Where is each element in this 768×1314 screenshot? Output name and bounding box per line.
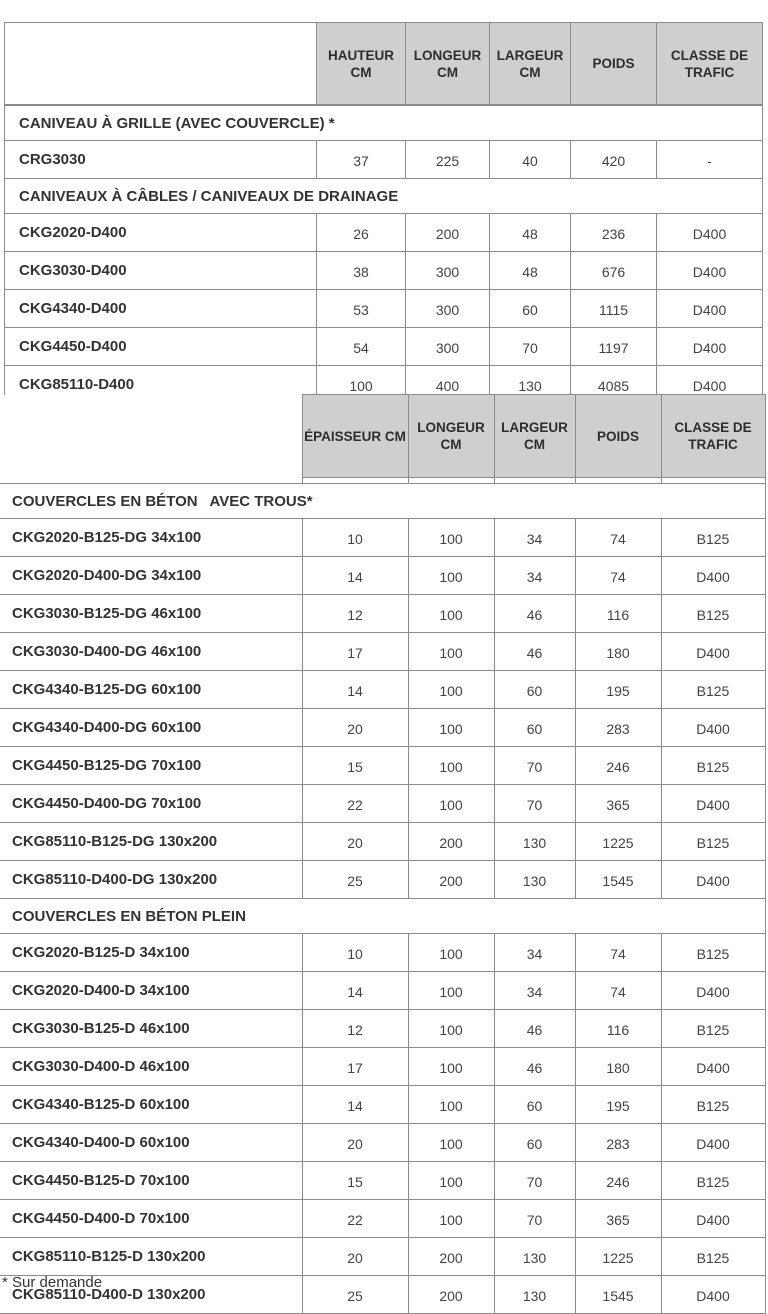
- table-row: [0, 1086, 765, 1124]
- table-row: [0, 1162, 765, 1200]
- value-cell: 17: [302, 633, 408, 671]
- section-title: COUVERCLES EN BÉTON PLEIN: [0, 899, 765, 934]
- value-cell: 70: [494, 747, 575, 785]
- value-cell: 283: [575, 1124, 661, 1162]
- value-cell: 130: [494, 861, 575, 899]
- cover-dimensions-table: [0, 394, 766, 1314]
- value-cell: 38: [317, 252, 406, 290]
- section-row: [5, 105, 763, 141]
- table-row: [0, 934, 765, 972]
- value-cell: 26: [317, 214, 406, 252]
- value-cell: 12: [302, 1010, 408, 1048]
- product-name-cell: CRG3030: [5, 141, 317, 179]
- value-cell: 14: [302, 671, 408, 709]
- value-cell: -: [657, 141, 763, 179]
- value-cell: 130: [490, 366, 571, 404]
- value-cell: 20: [302, 709, 408, 747]
- header-classe-trafic: CLASSE DE TRAFIC: [657, 23, 763, 106]
- table-row: [5, 290, 763, 328]
- value-cell: 1197: [571, 328, 657, 366]
- value-cell: 60: [490, 290, 571, 328]
- value-cell: 100: [408, 747, 494, 785]
- value-cell: 10: [302, 934, 408, 972]
- product-name-cell: CKG4340-D400-D 60x100: [0, 1124, 302, 1162]
- product-name-cell: CKG2020-D400: [5, 214, 317, 252]
- product-name-cell: CKG4340-B125-DG 60x100: [0, 671, 302, 709]
- value-cell: 15: [302, 1162, 408, 1200]
- table-header-row: [0, 395, 765, 478]
- value-cell: 1545: [575, 861, 661, 899]
- value-cell: 100: [408, 595, 494, 633]
- value-cell: D400: [661, 709, 765, 747]
- value-cell: 200: [408, 1276, 494, 1314]
- value-cell: 130: [494, 823, 575, 861]
- value-cell: 74: [575, 557, 661, 595]
- value-cell: 200: [408, 823, 494, 861]
- value-cell: B125: [661, 934, 765, 972]
- value-cell: 100: [408, 1010, 494, 1048]
- value-cell: 10: [302, 519, 408, 557]
- table-row: [0, 709, 765, 747]
- table-header-row: [5, 23, 763, 106]
- value-cell: D400: [657, 290, 763, 328]
- value-cell: B125: [661, 1162, 765, 1200]
- value-cell: 17: [302, 1048, 408, 1086]
- section-title: CANIVEAUX À CÂBLES / CANIVEAUX DE DRAINAGE: [5, 179, 763, 214]
- value-cell: 70: [494, 785, 575, 823]
- value-cell: 100: [408, 1200, 494, 1238]
- value-cell: 200: [408, 1238, 494, 1276]
- value-cell: 20: [302, 823, 408, 861]
- header-largeur: LARGEUR CM: [490, 23, 571, 106]
- value-cell: 46: [494, 633, 575, 671]
- value-cell: 1225: [575, 823, 661, 861]
- value-cell: B125: [661, 671, 765, 709]
- value-cell: B125: [661, 1010, 765, 1048]
- table-row: [5, 141, 763, 179]
- value-cell: 48: [490, 252, 571, 290]
- value-cell: 365: [575, 785, 661, 823]
- value-cell: 100: [408, 1162, 494, 1200]
- value-cell: 60: [494, 1124, 575, 1162]
- header-poids: POIDS: [571, 23, 657, 106]
- value-cell: 74: [575, 519, 661, 557]
- value-cell: B125: [661, 747, 765, 785]
- value-cell: 100: [408, 785, 494, 823]
- value-cell: 236: [571, 214, 657, 252]
- value-cell: 676: [571, 252, 657, 290]
- value-cell: 100: [408, 934, 494, 972]
- product-name-cell: CKG4450-D400-DG 70x100: [0, 785, 302, 823]
- header-classe-trafic: CLASSE DE TRAFIC: [661, 395, 765, 478]
- value-cell: D400: [661, 972, 765, 1010]
- value-cell: D400: [661, 1276, 765, 1314]
- table-row: [0, 1200, 765, 1238]
- product-name-cell: CKG85110-D400: [5, 366, 317, 404]
- value-cell: 300: [406, 252, 490, 290]
- value-cell: 195: [575, 671, 661, 709]
- value-cell: 60: [494, 709, 575, 747]
- header-blank-cell: [5, 23, 317, 106]
- table-row: [0, 1238, 765, 1276]
- table-row: [5, 252, 763, 290]
- value-cell: 60: [494, 1086, 575, 1124]
- value-cell: D400: [661, 785, 765, 823]
- value-cell: 246: [575, 1162, 661, 1200]
- table-row: [0, 557, 765, 595]
- value-cell: 300: [406, 328, 490, 366]
- value-cell: 200: [406, 214, 490, 252]
- value-cell: 100: [408, 557, 494, 595]
- section-row: [5, 179, 763, 214]
- product-name-cell: CKG85110-D400-D 130x200: [0, 1276, 302, 1314]
- value-cell: 116: [575, 595, 661, 633]
- product-name-cell: CKG2020-D400-DG 34x100: [0, 557, 302, 595]
- table-row: [0, 823, 765, 861]
- value-cell: 130: [494, 1276, 575, 1314]
- header-poids: POIDS: [575, 395, 661, 478]
- section-row: [0, 899, 765, 934]
- table-row: [0, 519, 765, 557]
- value-cell: 34: [494, 519, 575, 557]
- value-cell: D400: [657, 328, 763, 366]
- value-cell: 15: [302, 747, 408, 785]
- product-name-cell: CKG4340-D400-DG 60x100: [0, 709, 302, 747]
- value-cell: 70: [494, 1162, 575, 1200]
- value-cell: 20: [302, 1238, 408, 1276]
- product-name-cell: CKG2020-D400-D 34x100: [0, 972, 302, 1010]
- product-name-cell: CKG4340-D400: [5, 290, 317, 328]
- header-blank-cell: [0, 395, 302, 478]
- header-epaisseur: ÉPAISSEUR CM: [302, 395, 408, 478]
- value-cell: 14: [302, 1086, 408, 1124]
- value-cell: 25: [302, 861, 408, 899]
- value-cell: D400: [657, 214, 763, 252]
- value-cell: D400: [661, 557, 765, 595]
- table-row: [0, 1048, 765, 1086]
- product-name-cell: CKG3030-D400-D 46x100: [0, 1048, 302, 1086]
- value-cell: 40: [490, 141, 571, 179]
- value-cell: 34: [494, 934, 575, 972]
- value-cell: 34: [494, 972, 575, 1010]
- value-cell: D400: [661, 1200, 765, 1238]
- table-row: [0, 972, 765, 1010]
- product-name-cell: CKG85110-D400-DG 130x200: [0, 861, 302, 899]
- value-cell: 74: [575, 972, 661, 1010]
- value-cell: D400: [657, 252, 763, 290]
- value-cell: 130: [494, 1238, 575, 1276]
- value-cell: B125: [661, 823, 765, 861]
- footnote: * Sur demande: [2, 1274, 103, 1291]
- value-cell: 12: [302, 595, 408, 633]
- value-cell: B125: [661, 1238, 765, 1276]
- value-cell: 70: [490, 328, 571, 366]
- value-cell: 53: [317, 290, 406, 328]
- value-cell: 100: [317, 366, 406, 404]
- value-cell: D400: [661, 1124, 765, 1162]
- value-cell: B125: [661, 1086, 765, 1124]
- table-row: [0, 1124, 765, 1162]
- value-cell: 100: [408, 1048, 494, 1086]
- value-cell: 70: [494, 1200, 575, 1238]
- value-cell: D400: [657, 366, 763, 404]
- table-row: [0, 1276, 765, 1314]
- channel-dimensions-table: [4, 22, 763, 404]
- value-cell: 25: [302, 1276, 408, 1314]
- table-row: [0, 595, 765, 633]
- value-cell: 420: [571, 141, 657, 179]
- value-cell: 1545: [575, 1276, 661, 1314]
- value-cell: 14: [302, 557, 408, 595]
- value-cell: 246: [575, 747, 661, 785]
- value-cell: 1115: [571, 290, 657, 328]
- product-name-cell: CKG85110-B125-D 130x200: [0, 1238, 302, 1276]
- product-name-cell: CKG3030-B125-DG 46x100: [0, 595, 302, 633]
- value-cell: 365: [575, 1200, 661, 1238]
- value-cell: 100: [408, 972, 494, 1010]
- value-cell: 300: [406, 290, 490, 328]
- value-cell: B125: [661, 519, 765, 557]
- value-cell: 48: [490, 214, 571, 252]
- value-cell: 283: [575, 709, 661, 747]
- table-row: [5, 328, 763, 366]
- product-name-cell: CKG4450-D400-D 70x100: [0, 1200, 302, 1238]
- value-cell: 54: [317, 328, 406, 366]
- table-row: [0, 785, 765, 823]
- header-longeur: LONGEUR CM: [408, 395, 494, 478]
- product-name-cell: CKG85110-B125-DG 130x200: [0, 823, 302, 861]
- value-cell: 180: [575, 1048, 661, 1086]
- value-cell: 22: [302, 785, 408, 823]
- table-row: [0, 671, 765, 709]
- value-cell: 46: [494, 1010, 575, 1048]
- table-row: [0, 747, 765, 785]
- table-row: [5, 214, 763, 252]
- value-cell: 400: [406, 366, 490, 404]
- table-row: [0, 633, 765, 671]
- product-name-cell: CKG4450-D400: [5, 328, 317, 366]
- value-cell: 46: [494, 1048, 575, 1086]
- value-cell: 180: [575, 633, 661, 671]
- value-cell: 100: [408, 519, 494, 557]
- value-cell: B125: [661, 595, 765, 633]
- value-cell: 22: [302, 1200, 408, 1238]
- value-cell: 60: [494, 671, 575, 709]
- value-cell: 20: [302, 1124, 408, 1162]
- value-cell: 74: [575, 934, 661, 972]
- product-name-cell: CKG4340-B125-D 60x100: [0, 1086, 302, 1124]
- product-name-cell: CKG4450-B125-D 70x100: [0, 1162, 302, 1200]
- header-longeur: LONGEUR CM: [406, 23, 490, 106]
- value-cell: 34: [494, 557, 575, 595]
- value-cell: D400: [661, 861, 765, 899]
- header-hauteur: HAUTEUR CM: [317, 23, 406, 106]
- product-name-cell: CKG3030-D400-DG 46x100: [0, 633, 302, 671]
- product-name-cell: CKG2020-B125-D 34x100: [0, 934, 302, 972]
- value-cell: 100: [408, 1124, 494, 1162]
- value-cell: 37: [317, 141, 406, 179]
- value-cell: 100: [408, 671, 494, 709]
- product-name-cell: CKG3030-D400: [5, 252, 317, 290]
- section-title: COUVERCLES EN BÉTON AVEC TROUS*: [0, 484, 765, 519]
- value-cell: 116: [575, 1010, 661, 1048]
- value-cell: 100: [408, 709, 494, 747]
- section-row: [0, 484, 765, 519]
- value-cell: 195: [575, 1086, 661, 1124]
- header-largeur: LARGEUR CM: [494, 395, 575, 478]
- table-row: [0, 861, 765, 899]
- value-cell: 100: [408, 1086, 494, 1124]
- product-name-cell: CKG2020-B125-DG 34x100: [0, 519, 302, 557]
- value-cell: 100: [408, 633, 494, 671]
- value-cell: 14: [302, 972, 408, 1010]
- value-cell: 225: [406, 141, 490, 179]
- value-cell: D400: [661, 1048, 765, 1086]
- value-cell: 200: [408, 861, 494, 899]
- value-cell: D400: [661, 633, 765, 671]
- value-cell: 1225: [575, 1238, 661, 1276]
- table-row: [0, 1010, 765, 1048]
- value-cell: 4085: [571, 366, 657, 404]
- value-cell: 46: [494, 595, 575, 633]
- section-title: CANIVEAU À GRILLE (AVEC COUVERCLE) *: [5, 105, 763, 141]
- product-name-cell: CKG3030-B125-D 46x100: [0, 1010, 302, 1048]
- product-name-cell: CKG4450-B125-DG 70x100: [0, 747, 302, 785]
